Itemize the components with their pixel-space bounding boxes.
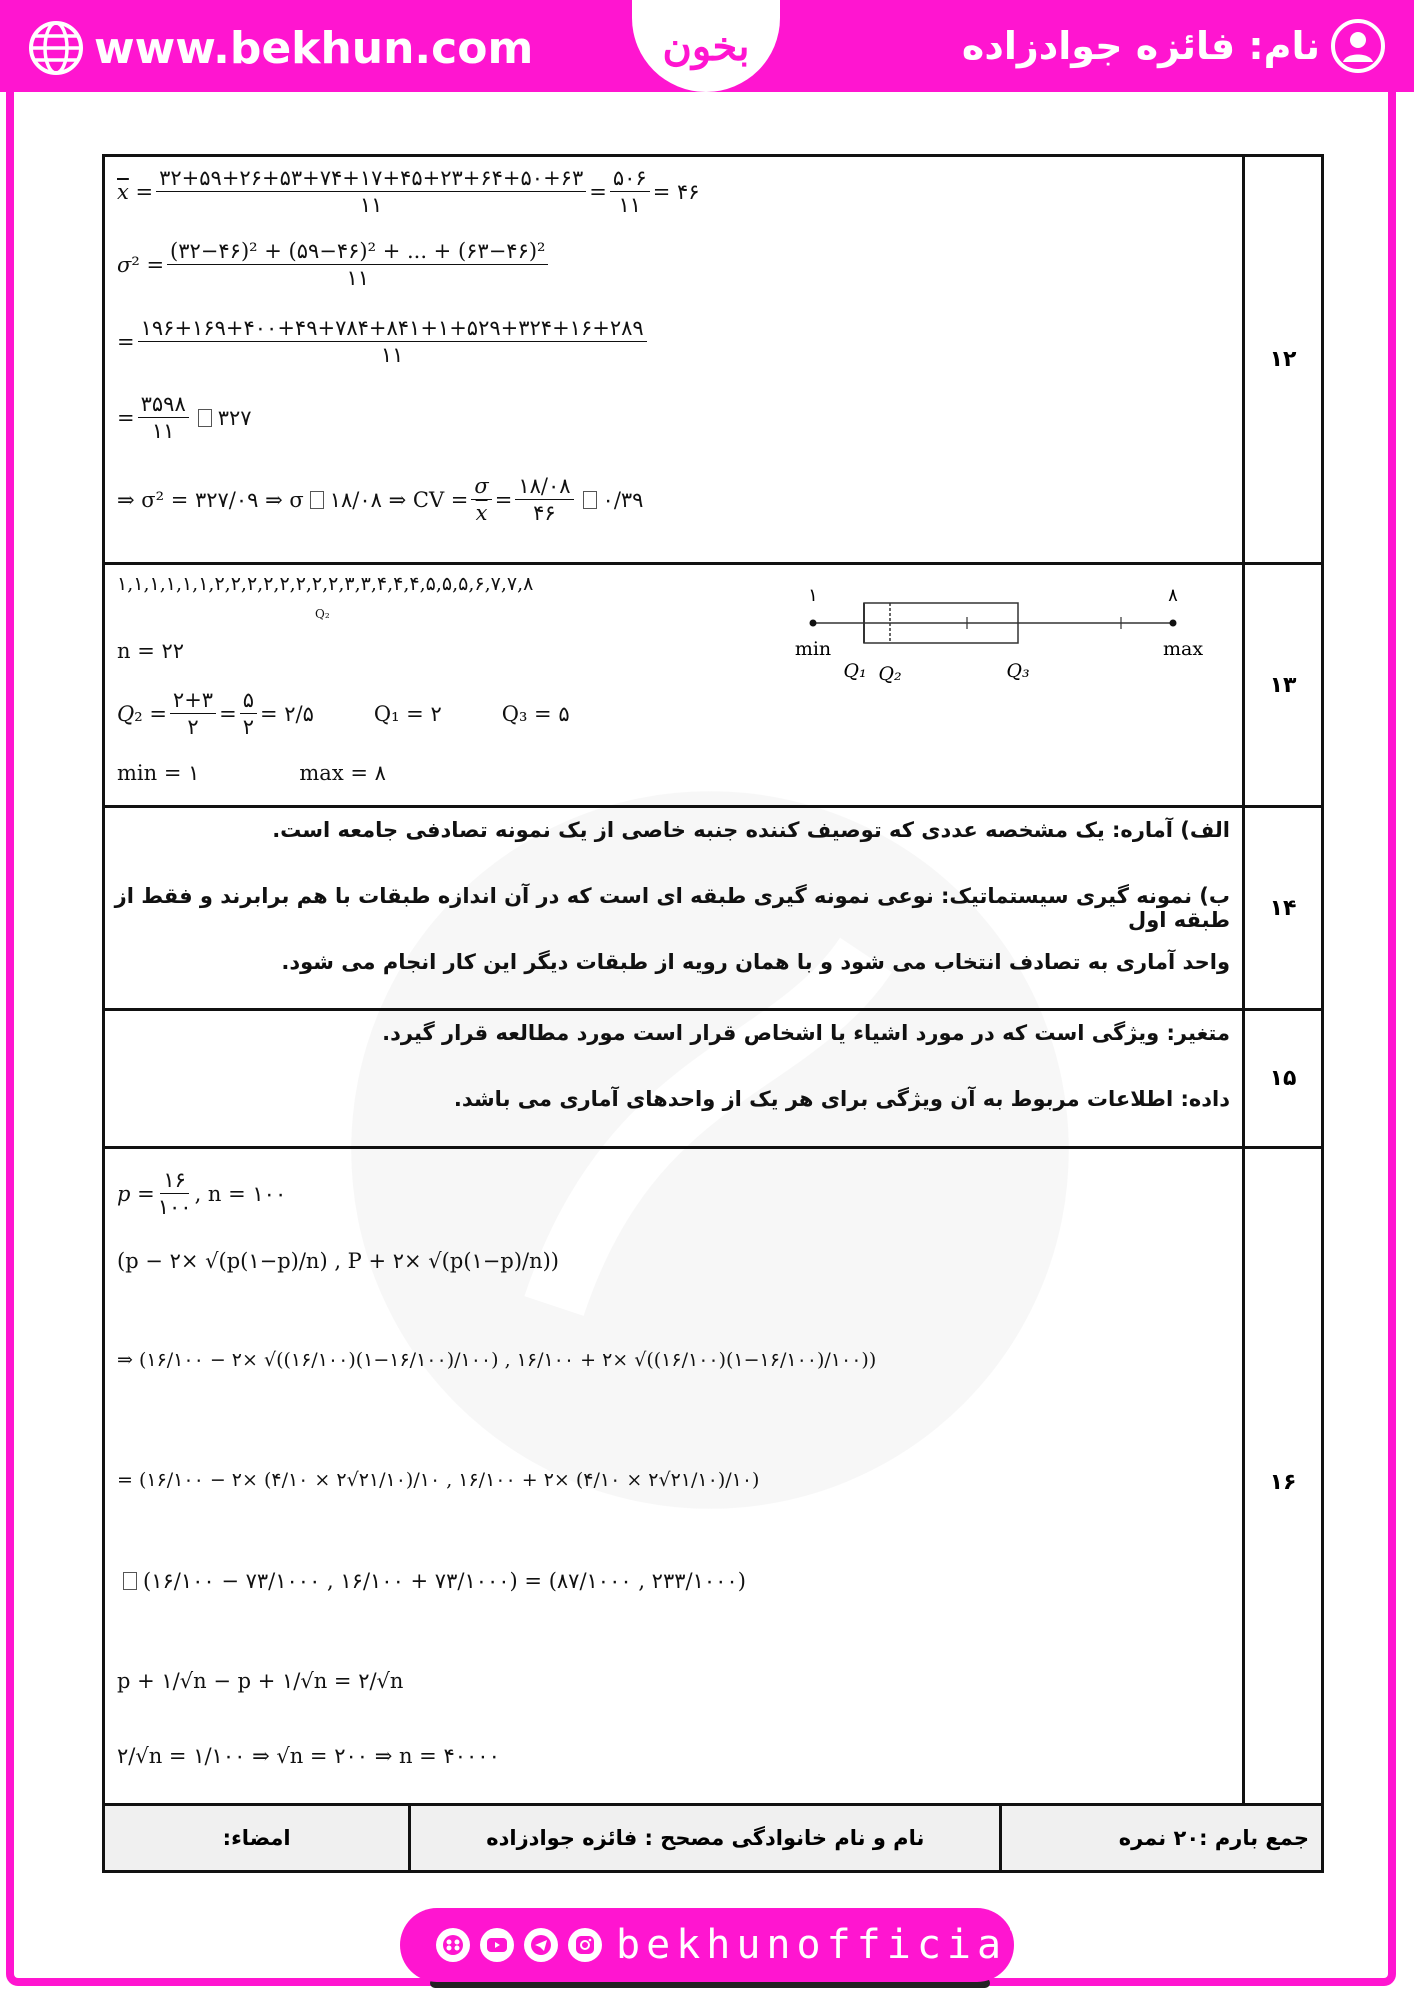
q2-result: = ۲/۵ [259, 701, 314, 726]
table-row [104, 564, 1323, 807]
squares-denominator: ۱۱ [380, 343, 404, 367]
footer-table [102, 1803, 1324, 1873]
website-text: www.bekhun.com [94, 22, 534, 74]
total-result: ۳۲۷ [217, 405, 252, 430]
brand-logo [632, 0, 780, 92]
q2-frac-numerator: ۵ [240, 689, 257, 714]
n-equation: , n = ۱۰۰ [194, 1181, 287, 1206]
p-line: p = $\frac{۱۶}{۱۰۰}$ , n = ۱۰۰ [117, 1168, 287, 1219]
max-value: max = ۸ [299, 761, 386, 785]
cv-result: ۰/۳۹ [602, 487, 644, 512]
youtube-icon[interactable] [480, 1928, 514, 1962]
q2-frac-denominator: ۲ [242, 715, 254, 739]
q2-denominator: ۲ [187, 715, 199, 739]
minmax-line [117, 761, 386, 785]
social-bar[interactable] [400, 1908, 1038, 1982]
definition-systematic-1: ب) نمونه گیری سیستماتیک: نوعی نمونه گیری طبقه ای است که در آن اندازه طبقات با هم برابرند و فقط از طبقه اول [114, 884, 1230, 932]
min-value: min = ۱ [117, 761, 200, 785]
boxplot-max-value: ۸ [1168, 585, 1178, 606]
squares-numerator: ۱۹۶+۱۶۹+۴۰۰+۴۹+۷۸۴+۸۴۱+۱+۵۲۹+۳۲۴+۱۶+۲۸۹ [138, 317, 647, 342]
squares-line: = $\frac{۱۹۶+۱۶۹+۴۰۰+۴۹+۷۸۴+۸۴۱+۱+۵۲۹+۳۲۴+۱۶+۲۸۹}{۱۱}$ [117, 317, 650, 366]
variance-numerator: (۳۲−۴۶)² + (۵۹−۴۶)² + ... + (۶۳−۴۶)² [167, 240, 548, 265]
ci-result: (۱۶/۱۰۰ − ۷۳/۱۰۰۰ , ۱۶/۱۰۰ + ۷۳/۱۰۰۰) = (۸۷/۱۰۰۰ , ۲۳۳/۱۰۰۰) [143, 1569, 746, 1593]
boxplot-min-value: ۱ [808, 585, 818, 606]
definition-data: داده: اطلاعات مربوط به آن ویژگی برای هر یک از واحدهای آماری می باشد. [453, 1087, 1230, 1111]
ci-formula: (p − ۲× √(p(۱−p)/n) , P + ۲× √(p(۱−p)/n)) [117, 1249, 560, 1273]
question-number: ۱۵ [1244, 1010, 1323, 1148]
instagram-icon[interactable] [568, 1928, 602, 1962]
sigma-result: ⇒ σ² = ۳۲۷/۰۹ ⇒ σ [117, 487, 304, 512]
table-row [104, 1805, 1323, 1872]
boxplot-q3-label: Q₃ [1006, 660, 1030, 682]
ci-simplified: = (۱۶/۱۰۰ − ۲× (۴/۱۰ × ۲√۲۱/۱۰)/۱۰ , ۱۶/۱۰۰ + ۲× (۴/۱۰ × ۲√۲۱/۱۰)/۱۰) [117, 1469, 760, 1491]
table-row [104, 1148, 1323, 1817]
boxplot-q1-label: Q₁ [843, 660, 867, 682]
q2-numerator: ۲+۳ [170, 689, 216, 714]
total-line: = $\frac{۳۵۹۸}{۱۱}$ ۳۲۷ [117, 392, 252, 443]
mean-line: $\overline{x}$ = $\frac{۳۲+۵۹+۲۶+۵۳+۷۴+۱۷+۴۵+۲۳+۶۴+۵۰+۶۳}{۱۱}$ = $\frac{۵۰۶}{۱۱}$ = ۴۶ [117, 166, 700, 217]
p-denominator: ۱۰۰ [157, 1195, 192, 1219]
question-number: ۱۴ [1244, 807, 1323, 1010]
cv-numerator: ۱۸/۰۸ [515, 475, 573, 500]
definition-systematic-2: واحد آماری به تصادف انتخاب می شود و با همان رویه از طبقات دیگر این کار انجام می شود. [281, 950, 1230, 974]
telegram-icon[interactable] [524, 1928, 558, 1962]
n-solution: ۲/√n = ۱/۱۰۰ ⇒ √n = ۲۰۰ ⇒ n = ۴۰۰۰۰ [117, 1744, 500, 1768]
aparat-icon[interactable] [436, 1928, 470, 1962]
quartiles-line: Q₂ = $\frac{۲+۳}{۲}$ = $\frac{۵}{۲}$ = ۲/۵ Q₁ = ۲ Q₃ = ۵ [117, 688, 570, 739]
total-denominator: ۱۱ [151, 419, 175, 443]
student-name [962, 18, 1386, 74]
question-14-content [104, 807, 1244, 1010]
q2-mark: Q₂ [315, 607, 330, 621]
user-icon [1330, 18, 1386, 74]
mean-denominator-2: ۱۱ [618, 193, 642, 217]
mean-result: = ۴۶ [652, 179, 700, 204]
cv-denominator: ۴۶ [533, 501, 556, 525]
table-row [104, 1010, 1323, 1148]
mean-numerator: ۳۲+۵۹+۲۶+۵۳+۷۴+۱۷+۴۵+۲۳+۶۴+۵۰+۶۳ [156, 167, 586, 192]
p-numerator: ۱۶ [160, 1169, 189, 1194]
question-number: ۱۶ [1244, 1148, 1323, 1817]
width-equation: p + ۱/√n − p + ۱/√n = ۲/√n [117, 1669, 404, 1693]
q3-value: Q₃ = ۵ [501, 701, 570, 726]
definition-statistic: الف) آماره: یک مشخصه عددی که توصیف کننده جنبه خاصی از یک نمونه تصادفی جامعه است. [272, 818, 1230, 842]
cv-label: ۱۸/۰۸ ⇒ CV = [329, 487, 469, 512]
box-plot [773, 585, 1233, 685]
social-handle: bekhunofficial [616, 1922, 1038, 1968]
question-13-content [104, 564, 1244, 807]
mean-denominator: ۱۱ [359, 193, 383, 217]
table-row [104, 156, 1323, 564]
signature-cell: امضاء: [104, 1805, 410, 1872]
total-numerator: ۳۵۹۸ [138, 393, 189, 418]
definition-variable: متغیر: ویژگی است که در مورد اشیاء یا اشخاص قرار است مورد مطالعه قرار گیرد. [382, 1021, 1230, 1045]
answer-table [102, 154, 1324, 1818]
website-link[interactable] [28, 20, 533, 76]
question-12-content [104, 156, 1244, 564]
total-score-cell: جمع بارم :۲۰ نمره [1001, 1805, 1323, 1872]
variance-denominator: ۱۱ [346, 266, 370, 290]
question-15-content [104, 1010, 1244, 1148]
boxplot-min-label: min [794, 638, 832, 660]
social-icons [436, 1928, 602, 1962]
boxplot-q2-label: Q₂ [878, 663, 902, 685]
question-number: ۱۲ [1244, 156, 1323, 564]
cv-line: ⇒ σ² = ۳۲۷/۰۹ ⇒ σ ۱۸/۰۸ ⇒ CV = $\frac{\sigma}{x}$ = $\frac{۱۸/۰۸}{۴۶}$ ۰/۳۹ [117, 474, 644, 525]
q1-value: Q₁ = ۲ [373, 701, 442, 726]
question-16-content [104, 1148, 1244, 1817]
name-label: نام: فائزه جوادزاده [961, 24, 1320, 68]
mean-sum: ۵۰۶ [610, 167, 650, 192]
variance-line: σ² = $\frac{\text{(۳۲−۴۶)² + (۵۹−۴۶)² + ... + (۶۳−۴۶)²}}{۱۱}$ [117, 240, 551, 289]
ci-substitution: ⇒ (۱۶/۱۰۰ − ۲× √((۱۶/۱۰۰)(۱−۱۶/۱۰۰)/۱۰۰) , ۱۶/۱۰۰ + ۲× √((۱۶/۱۰۰)(۱−۱۶/۱۰۰)/۱۰۰)) [117, 1349, 877, 1371]
header-bar [0, 0, 1414, 92]
globe-icon [28, 20, 84, 76]
ci-result-line [117, 1569, 746, 1593]
data-list: ۱,۱,۱,۱,۱,۱,۲,۲,۲,۲,۲,۲,۲,۲,۳,۳,۴,۴,۴,۵,۵,۵,۶,۷,۷,۸ [117, 573, 534, 595]
table-row [104, 807, 1323, 1010]
logo-text: بخون [662, 22, 750, 70]
n-value: n = ۲۲ [117, 639, 185, 663]
grader-cell: نام و نام خانوادگی مصحح : فائزه جوادزاده [410, 1805, 1001, 1872]
boxplot-max-label: max [1162, 638, 1204, 660]
question-number: ۱۳ [1244, 564, 1323, 807]
